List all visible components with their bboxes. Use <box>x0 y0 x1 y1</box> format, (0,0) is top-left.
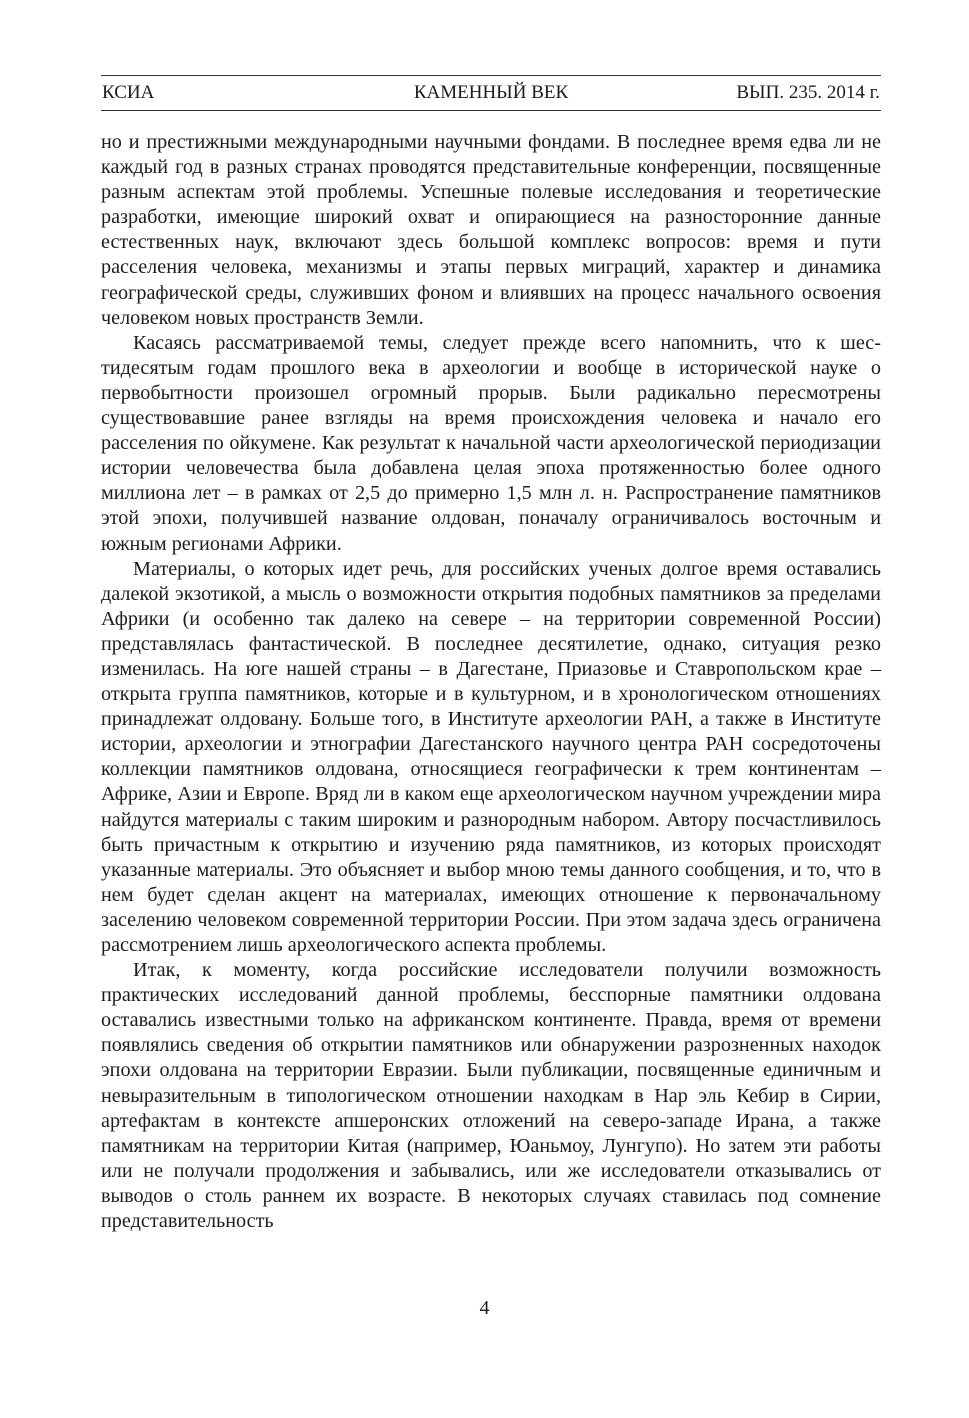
issue-info: ВЫП. 235. 2014 г. <box>736 82 880 103</box>
running-header <box>101 75 881 111</box>
journal-abbreviation: КСИА <box>102 82 155 103</box>
paragraph-2: Касаясь рассматриваемой темы, следует прежде всего напомнить, что к шестидесятым годам прошлого века в археологии и вообще в исторической науке о первобытности произошел огромный прорыв. Были радикально пересмотрены существовавшие ранее взгляды на время происхождения человека и начало его расселения по ойкумене. Как результат к начальной части археологической периодизации истории человечества была добавлена целая эпоха протяженностью более одного миллиона лет – в рамках от 2,5 до примерно 1,5 млн л. н. Распространение памятников этой эпохи, получившей название олдован, поначалу ограничивалось восточным и южным регионами Африки. <box>101 331 881 555</box>
page-number: 4 <box>479 1297 490 1319</box>
paragraph-4: Итак, к моменту, когда российские исследователи получили возможность практических исследований данной проблемы, бесспорные памятники олдована оставались известными только на африканском континенте. Правда, время от времени появлялись сведения об открытии памятников или обнаружении разрозненных находок эпохи олдована на территории Евразии. Были публикации, посвященные единичным и невыразительным в типологическом отношении находкам в Нар эль Кебир в Сирии, артефактам в контексте апшеронских отложений на северо-западе Ирана, а также памятникам на территории Китая (например, Юаньмоу, Лунгупо). Но затем эти работы или не получали продолжения и забывались, или же исследователи отказывались от выводов о столь раннем их возрасте. В некоторых случаях ставилась под сомнение представительность <box>101 959 881 1233</box>
paragraph-1: но и престижными международными научными фондами. В последнее время едва ли не каждый год в разных странах проводятся представительные конференции, посвященные разным аспектам этой проблемы. Успешные полевые исследования и теоретические разработки, имеющие широкий охват и опирающиеся на разносторонние данные естественных наук, включают здесь большой комплекс вопросов: время и пути расселения человека, механизмы и этапы первых миграций, характер и динамика географической среды, служивших фоном и влиявших на процесс начального освоения человеком новых пространств Земли. <box>101 131 881 329</box>
main-text <box>101 130 881 1234</box>
section-title: КАМЕННЫЙ ВЕК <box>413 82 569 103</box>
paragraph-3: Материалы, о которых идет речь, для российских ученых долгое время оставались далекой экзотикой, а мысль о возможности открытия подобных памятников за пределами Африки (и особенно так далеко на севере – на территории современной России) представлялась фантастической. В последнее десятилетие, однако, ситуация резко изменилась. На юге нашей страны – в Дагестане, Приазовье и Ставропольском крае – открыта группа памятников, которые и в культурном, и в хронологическом отношениях принадлежат олдовану. Больше того, в Институте археологии РАН, а также в Институте истории, археологии и этнографии Дагестанского научного центра РАН сосредоточены коллекции памятников олдована, относящиеся географически к трем континентам – Африке, Азии и Европе. Вряд ли в каком еще археологическом научном учреждении мира найдутся материалы с таким широким и разнородным набором. Автору посчастливилось быть причастным к открытию и изучению ряда памятников, из которых происходят указанные материалы. Это объясняет и выбор мною темы данного сообщения, и то, что в нем будет сделан акцент на материалах, имеющих отношение к первоначальному заселению человеком современной территории России. При этом задача здесь ограничена рассмотрением лишь археологического аспекта проблемы. <box>101 557 881 956</box>
